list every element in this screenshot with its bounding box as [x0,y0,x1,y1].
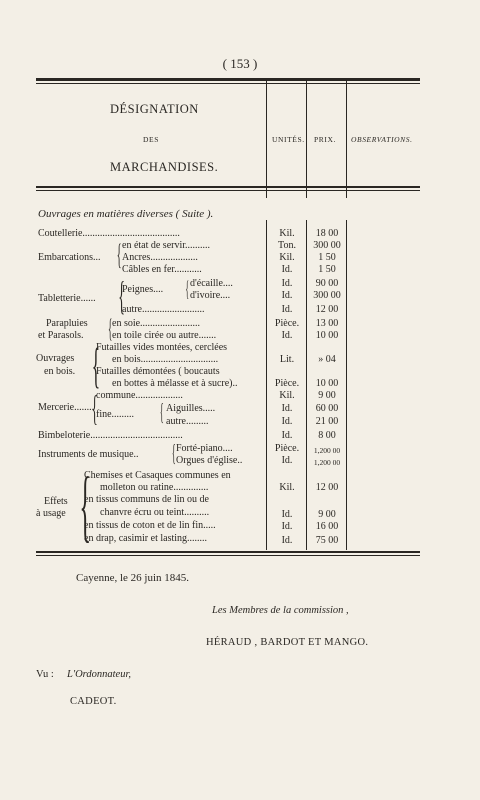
row-label: chanvre écru ou teint.......... [100,507,210,518]
group-fine: fine......... [96,409,135,420]
row-unit: Id. [281,521,293,532]
row-label: autre......................... [122,304,205,315]
row-price: 8 00 [318,430,336,441]
brace-icon: { [116,238,122,271]
row-label: en toile cirée ou autre....... [112,330,217,341]
column-divider [346,80,347,198]
row-price: 21 00 [315,416,339,427]
row-label: en tissus de coton et de lin fin..... [84,520,216,531]
brace-icon: { [108,314,113,343]
group-mercerie: Mercerie........ [38,402,95,413]
row-price: 1,200 00 [313,458,341,467]
brace-icon: { [91,388,98,428]
row-price: 75 00 [315,535,339,546]
row-label: Aiguilles..... [166,403,216,414]
row-unit: Lit. [279,354,295,365]
row-unit: Id. [281,290,293,301]
row-price: 1,200 00 [313,446,341,455]
row-unit: Id. [281,330,293,341]
top-rule [36,78,420,81]
row-unit: Pièce. [274,318,300,329]
row-price: 90 00 [315,278,339,289]
row-price: 9 00 [318,509,336,520]
row-unit: Id. [281,416,293,427]
page-number: ( 153 ) [222,56,258,71]
row-label: Coutellerie....................................... [38,228,180,239]
row-label: Chemises et Casaques communes en [84,470,231,481]
footer-commission: Les Membres de la commission , [212,605,349,616]
footer-signatories: HÉRAUD , BARDOT ET MANGO. [206,637,369,648]
group-instruments: Instruments de musique.. [38,449,139,460]
row-label: commune................... [96,390,183,401]
row-label: Ancres................... [122,252,198,263]
row-label: en drap, casimir et lasting........ [84,533,208,544]
row-price: 10 00 [315,330,339,341]
row-price: 10 00 [315,378,339,389]
row-price: » 04 [318,354,336,365]
row-unit: Id. [281,535,293,546]
row-unit: Id. [281,278,293,289]
row-label: d'écaille.... [190,278,233,289]
row-price: 12 00 [315,304,339,315]
footer-vu: Vu : [36,669,54,680]
row-label: en tissus communs de lin ou de [84,494,209,505]
group-embarcations: Embarcations... [38,252,101,263]
row-label: Bimbeloterie..................................... [38,430,183,441]
row-unit: Id. [281,264,293,275]
brace-icon: { [171,441,176,467]
row-label: autre......... [166,416,209,427]
row-unit: Ton. [278,240,296,251]
header-prix: PRIX. [314,135,336,144]
header-designation: DÉSIGNATION [110,102,199,116]
row-label: Orgues d'église.. [176,455,243,466]
row-label: Forté-piano.... [176,443,233,454]
row-unit: Kil. [279,390,295,401]
bottom-rule-thin [36,555,420,556]
brace-icon: { [79,462,91,550]
row-label: en bottes à mélasse et à sucre).. [112,378,238,389]
footer-ordonnateur: L'Ordonnateur, [67,669,131,680]
row-unit: Id. [281,455,293,466]
row-label: en bois............................... [112,354,219,365]
row-label: molleton ou ratine.............. [100,482,209,493]
header-marchandises: MARCHANDISES. [110,160,219,174]
row-label: Futailles vides montées, cerclées [96,342,228,353]
column-divider [266,220,267,550]
row-price: 300 00 [313,240,341,251]
footer-date: Cayenne, le 26 juin 1845. [76,572,190,584]
row-unit: Id. [281,430,293,441]
group-a-usage: à usage [36,508,66,519]
row-price: 300 00 [313,290,341,301]
row-label: en état de servir.......... [122,240,211,251]
row-price: 1 50 [318,252,336,263]
row-unit: Pièce. [274,443,300,454]
row-price: 1 50 [318,264,336,275]
row-unit: Kil. [279,252,295,263]
group-parapluies: Parapluies [46,318,88,329]
top-rule-thin [36,83,420,84]
group-ouvrages: Ouvrages [36,353,75,364]
header-des: DES [143,135,159,144]
brace-icon: { [159,400,164,426]
footer-cadeot: CADEOT. [70,696,117,707]
row-label: Futailles démontées ( boucauts [96,366,220,377]
row-unit: Id. [281,304,293,315]
brace-icon: { [118,273,125,318]
row-unit: Kil. [279,228,295,239]
row-unit: Id. [281,403,293,414]
row-unit: Pièce. [274,378,300,389]
row-price: 18 00 [315,228,339,239]
row-label: Câbles en fer........... [122,264,202,275]
row-unit: Id. [281,509,293,520]
group-parasols: et Parasols. [38,330,84,341]
header-unites: UNITÉS. [272,135,305,144]
row-label: en soie........................ [112,318,201,329]
header-rule-thin [36,190,420,191]
header-rule [36,186,420,188]
group-peignes: Peignes.... [122,284,164,295]
group-effets: Effets [44,496,68,507]
header-observations: OBSERVATIONS. [351,135,413,144]
brace-icon: { [185,276,190,301]
bottom-rule [36,551,420,553]
row-price: 12 00 [315,482,339,493]
group-tabletterie: Tabletterie...... [38,293,96,304]
row-price: 60 00 [315,403,339,414]
row-price: 9 00 [318,390,336,401]
column-divider [306,80,307,198]
brace-icon: { [91,337,101,393]
column-divider [266,80,267,198]
section-title: Ouvrages en matières diverses ( Suite ). [38,208,214,220]
row-label: d'ivoire.... [190,290,231,301]
row-unit: Kil. [279,482,295,493]
group-en-bois: en bois. [44,366,76,377]
row-price: 13 00 [315,318,339,329]
row-price: 16 00 [315,521,339,532]
